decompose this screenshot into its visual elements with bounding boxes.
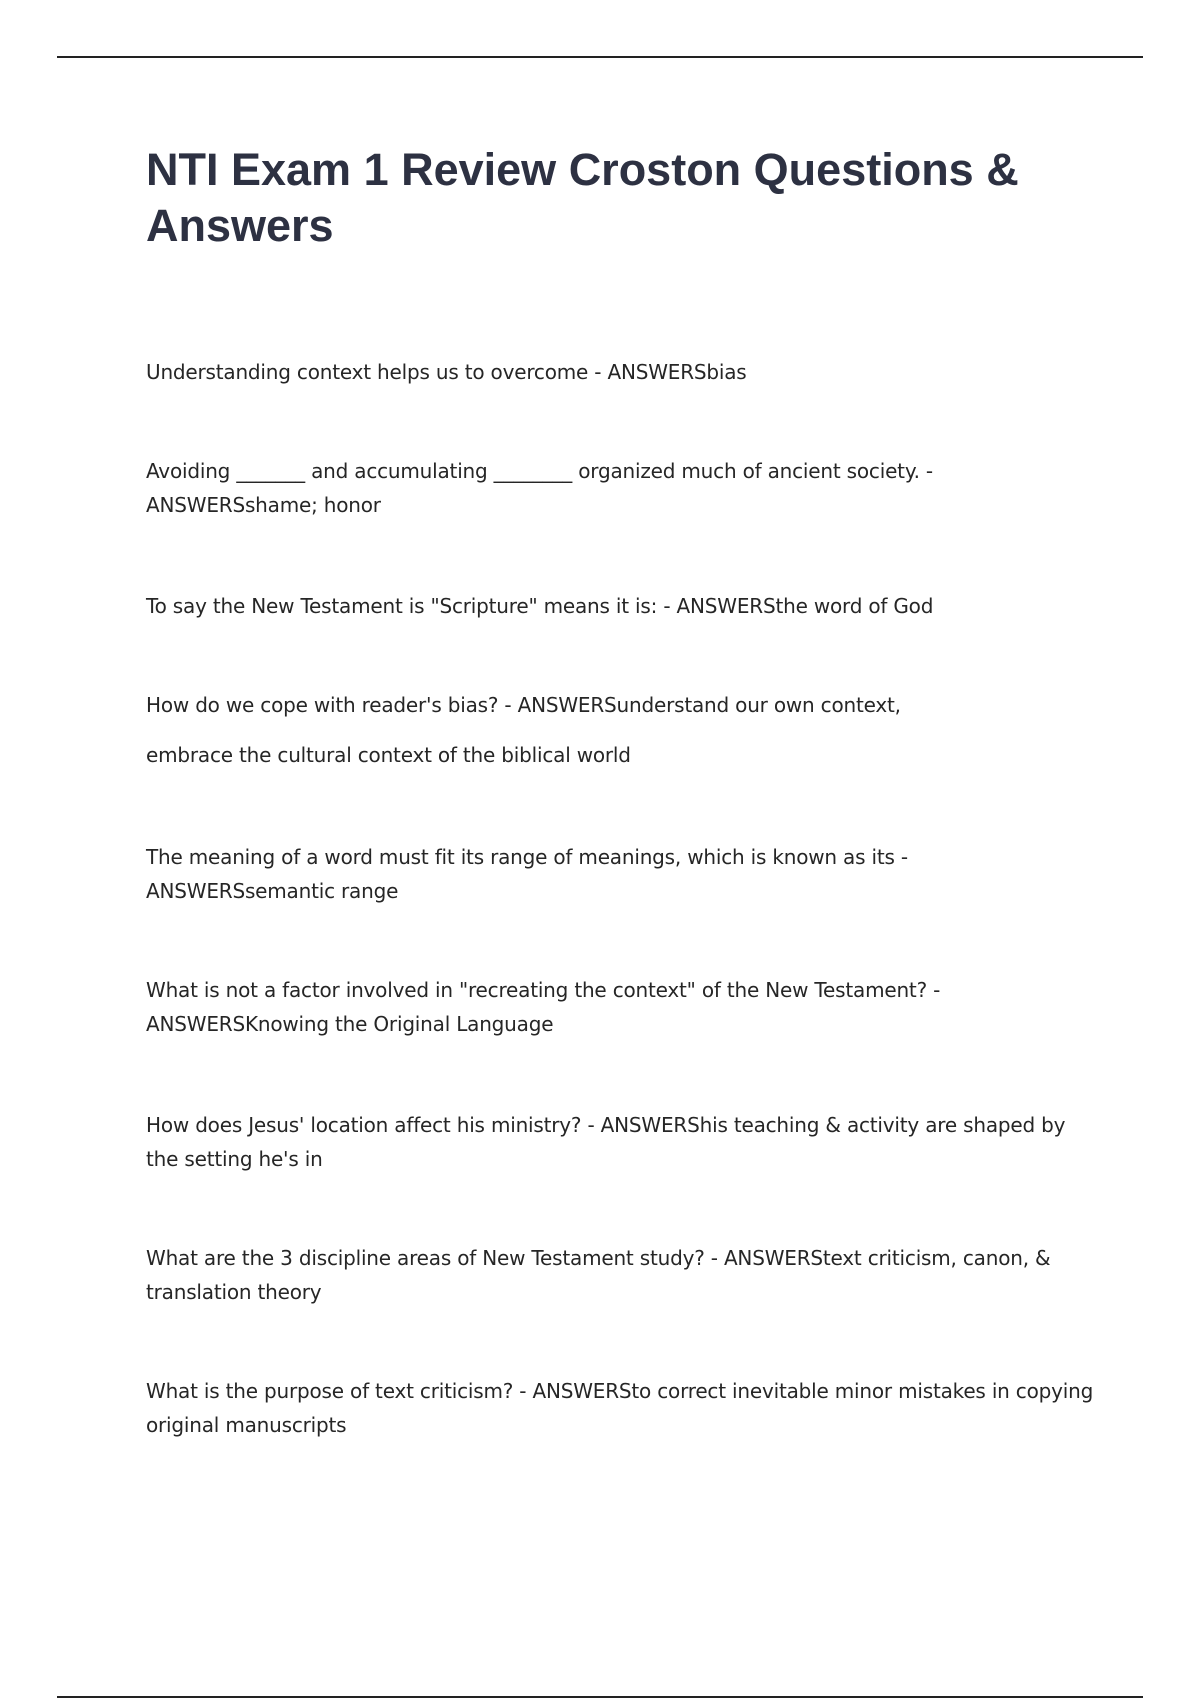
qa-line: ANSWERSKnowing the Original Language bbox=[146, 1012, 554, 1036]
qa-line: ANSWERSsemantic range bbox=[146, 879, 399, 903]
qa-item bbox=[146, 589, 1106, 623]
qa-line: The meaning of a word must fit its range of meanings, which is known as its - bbox=[146, 845, 908, 869]
qa-item bbox=[146, 1241, 1106, 1309]
qa-item bbox=[146, 688, 1106, 772]
qa-line: What is not a factor involved in "recreating the context" of the New Testament? - bbox=[146, 978, 941, 1002]
qa-line: What is the purpose of text criticism? - ANSWERSto correct inevitable minor mistakes in copying bbox=[146, 1379, 1094, 1403]
qa-line: How do we cope with reader's bias? - ANSWERSunderstand our own context, bbox=[146, 693, 901, 717]
qa-line: How does Jesus' location affect his ministry? - ANSWERShis teaching & activity are shaped by bbox=[146, 1113, 1066, 1137]
page-title: NTI Exam 1 Review Croston Questions & Answers bbox=[146, 144, 1019, 251]
qa-item bbox=[146, 454, 1106, 522]
qa-line: To say the New Testament is "Scripture" means it is: - ANSWERSthe word of God bbox=[146, 594, 934, 618]
qa-line: embrace the cultural context of the biblical world bbox=[146, 743, 631, 767]
qa-item bbox=[146, 355, 1106, 389]
qa-line: What are the 3 discipline areas of New Testament study? - ANSWERStext criticism, canon, & bbox=[146, 1246, 1051, 1270]
qa-item bbox=[146, 1374, 1106, 1442]
qa-item bbox=[146, 1108, 1106, 1176]
qa-line: the setting he's in bbox=[146, 1147, 323, 1171]
qa-line: Avoiding _______ and accumulating ________ organized much of ancient society. - bbox=[146, 459, 933, 483]
qa-line: translation theory bbox=[146, 1280, 322, 1304]
qa-line: original manuscripts bbox=[146, 1413, 347, 1437]
qa-item bbox=[146, 973, 1106, 1041]
qa-line: ANSWERSshame; honor bbox=[146, 493, 381, 517]
top-rule bbox=[57, 56, 1143, 58]
qa-item bbox=[146, 840, 1106, 908]
qa-line: Understanding context helps us to overcome - ANSWERSbias bbox=[146, 360, 747, 384]
bottom-rule bbox=[57, 1696, 1143, 1698]
